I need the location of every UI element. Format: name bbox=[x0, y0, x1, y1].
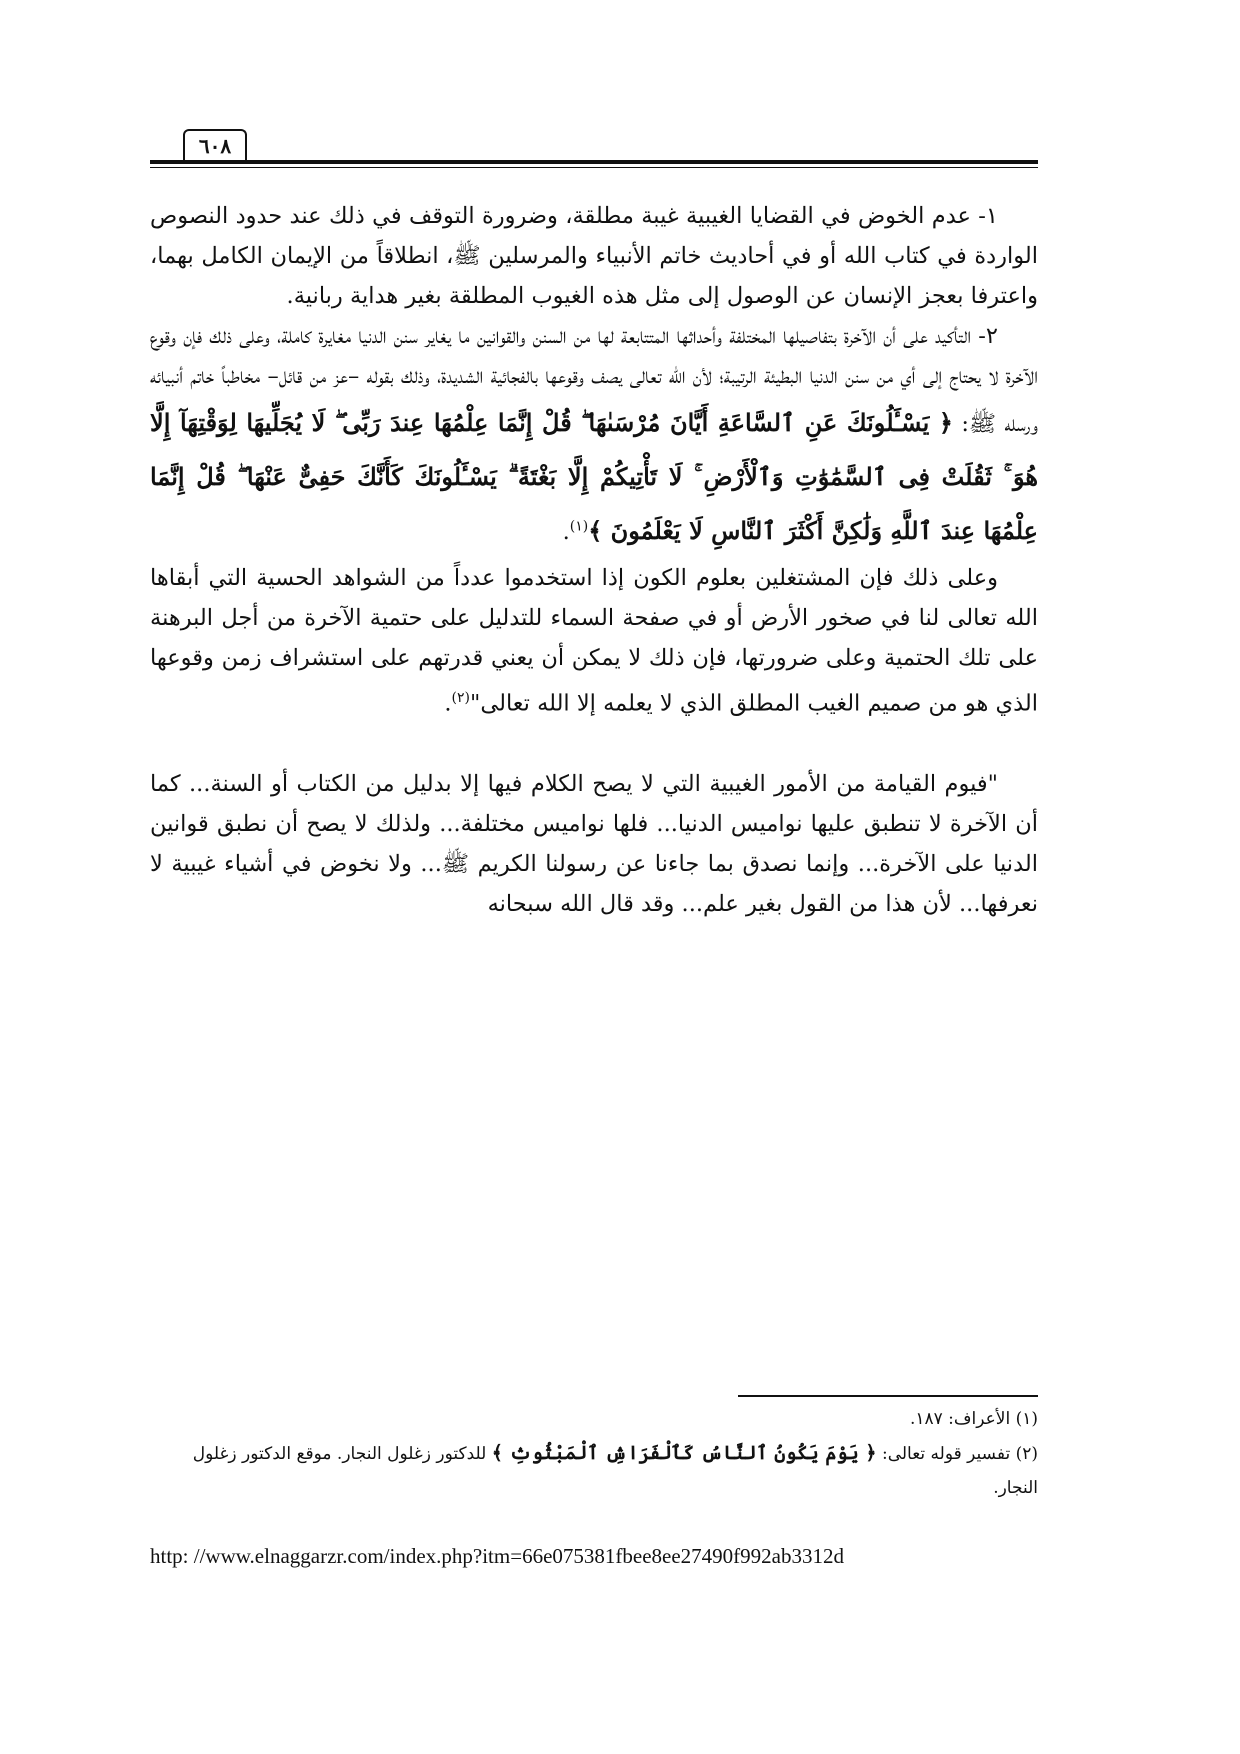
footnote-separator bbox=[738, 1395, 1038, 1397]
paragraph-3-end: . bbox=[444, 690, 452, 717]
footnote-url-link[interactable]: http: //www.elnaggarzr.com/index.php?itm=66e075381fbee8ee27490f992ab3312d bbox=[150, 1544, 844, 1568]
footnote-2-verse: ﴿ يَوْمَ يَكُونُ ٱلنَّاسُ كَٱلْفَرَاشِ ٱلْمَبْثُوثِ ﴾ bbox=[491, 1442, 877, 1464]
footnote-ref-1[interactable]: (١) bbox=[569, 518, 589, 535]
footnote-2-source: للدكتور زغلول النجار. موقع الدكتور زغلول النجار. bbox=[192, 1444, 1038, 1498]
footnotes bbox=[150, 1402, 1038, 1505]
footnote-ref-2[interactable]: (٢) bbox=[451, 690, 470, 706]
paragraph-2 bbox=[150, 316, 1038, 558]
paragraph-3 bbox=[150, 558, 1038, 724]
header-rule-thick bbox=[150, 160, 1038, 164]
paragraph-2-end: . bbox=[562, 519, 570, 545]
body-text bbox=[150, 196, 1038, 924]
paragraph-3-text: وعلى ذلك فإن المشتغلين بعلوم الكون إذا استخدموا عدداً من الشواهد الحسية التي أبقاها الله تعالى لنا في صخور الأرض أو في صفحة السماء للتدليل على حتمية الآخرة من أجل البرهنة على تلك الحتمية وعلى ضرورتها، فإن ذلك لا يمكن أن يعني قدرتهم على استشراف زمن وقوعها الذي هو من صميم الغيب المطلق الذي لا يعلمه إلا الله تعالى" bbox=[150, 565, 1038, 717]
section-gap bbox=[150, 724, 1038, 764]
header-rule-thin bbox=[150, 167, 1038, 168]
paragraph-2-intro: ٢- التأكيد على أن الآخرة بتفاصيلها المختلفة وأحداثها المتتابعة لها من السنن والقوانين ما يغاير سنن الدنيا مغايرة كاملة، وعلى ذلك فإن وقوع الآخرة لا يحتاج إلى أي من سنن الدنيا البطيئة الرتيبة؛ لأن الله تعالى يصف وقوعها بالفجائية الشديدة، وذلك بقوله –عز من قائل– مخاطباً خاتم أنبيائه ورسله ﷺ: bbox=[150, 323, 1039, 437]
quran-verse: ﴿ يَسْـَٔلُونَكَ عَنِ ٱلسَّاعَةِ أَيَّانَ مُرْسَىٰهَا ۖ قُلْ إِنَّمَا عِلْمُهَا عِندَ رَبِّى ۖ لَا يُجَلِّيهَا لِوَقْتِهَآ إِلَّا هُوَ ۚ ثَقُلَتْ فِى ٱلسَّمَٰوَٰتِ وَٱلْأَرْضِ ۚ لَا تَأْتِيكُمْ إِلَّا بَغْتَةً ۗ يَسْـَٔلُونَكَ كَأَنَّكَ حَفِىٌّ عَنْهَا ۖ قُلْ إِنَّمَا عِلْمُهَا عِندَ ٱللَّهِ وَلَٰكِنَّ أَكْثَرَ ٱلنَّاسِ لَا يَعْلَمُونَ ﴾ bbox=[150, 408, 1038, 545]
paragraph-1: ١- عدم الخوض في القضايا الغيبية غيبة مطلقة، وضرورة التوقف في ذلك عند حدود النصوص الواردة في كتاب الله أو في أحاديث خاتم الأنبياء والمرسلين ﷺ، انطلاقاً من الإيمان الكامل بهما، واعترفا بعجز الإنسان عن الوصول إلى مثل هذه الغيوب المطلقة بغير هداية ربانية. bbox=[150, 203, 1038, 309]
paragraph-4: "فيوم القيامة من الأمور الغيبية التي لا يصح الكلام فيها إلا بدليل من الكتاب أو السنة... كما أن الآخرة لا تنطبق عليها نواميس الدنيا... فلها نواميس مختلفة... ولذلك لا يصح أن نطبق قوانين الدنيا على الآخرة... وإنما نصدق بما جاءنا عن رسولنا الكريم ﷺ... ولا نخوض في أشياء غيبية لا نعرفها... لأن هذا من القول بغير علم... وقد قال الله سبحانه bbox=[150, 770, 1038, 917]
footnote-2-prefix: (٢) تفسير قوله تعالى: bbox=[881, 1444, 1038, 1464]
footnote-1: (١) الأعراف: ١٨٧. bbox=[909, 1409, 1038, 1429]
page-number: ٦٠٨ bbox=[183, 129, 247, 161]
footnote-2 bbox=[150, 1436, 1038, 1505]
